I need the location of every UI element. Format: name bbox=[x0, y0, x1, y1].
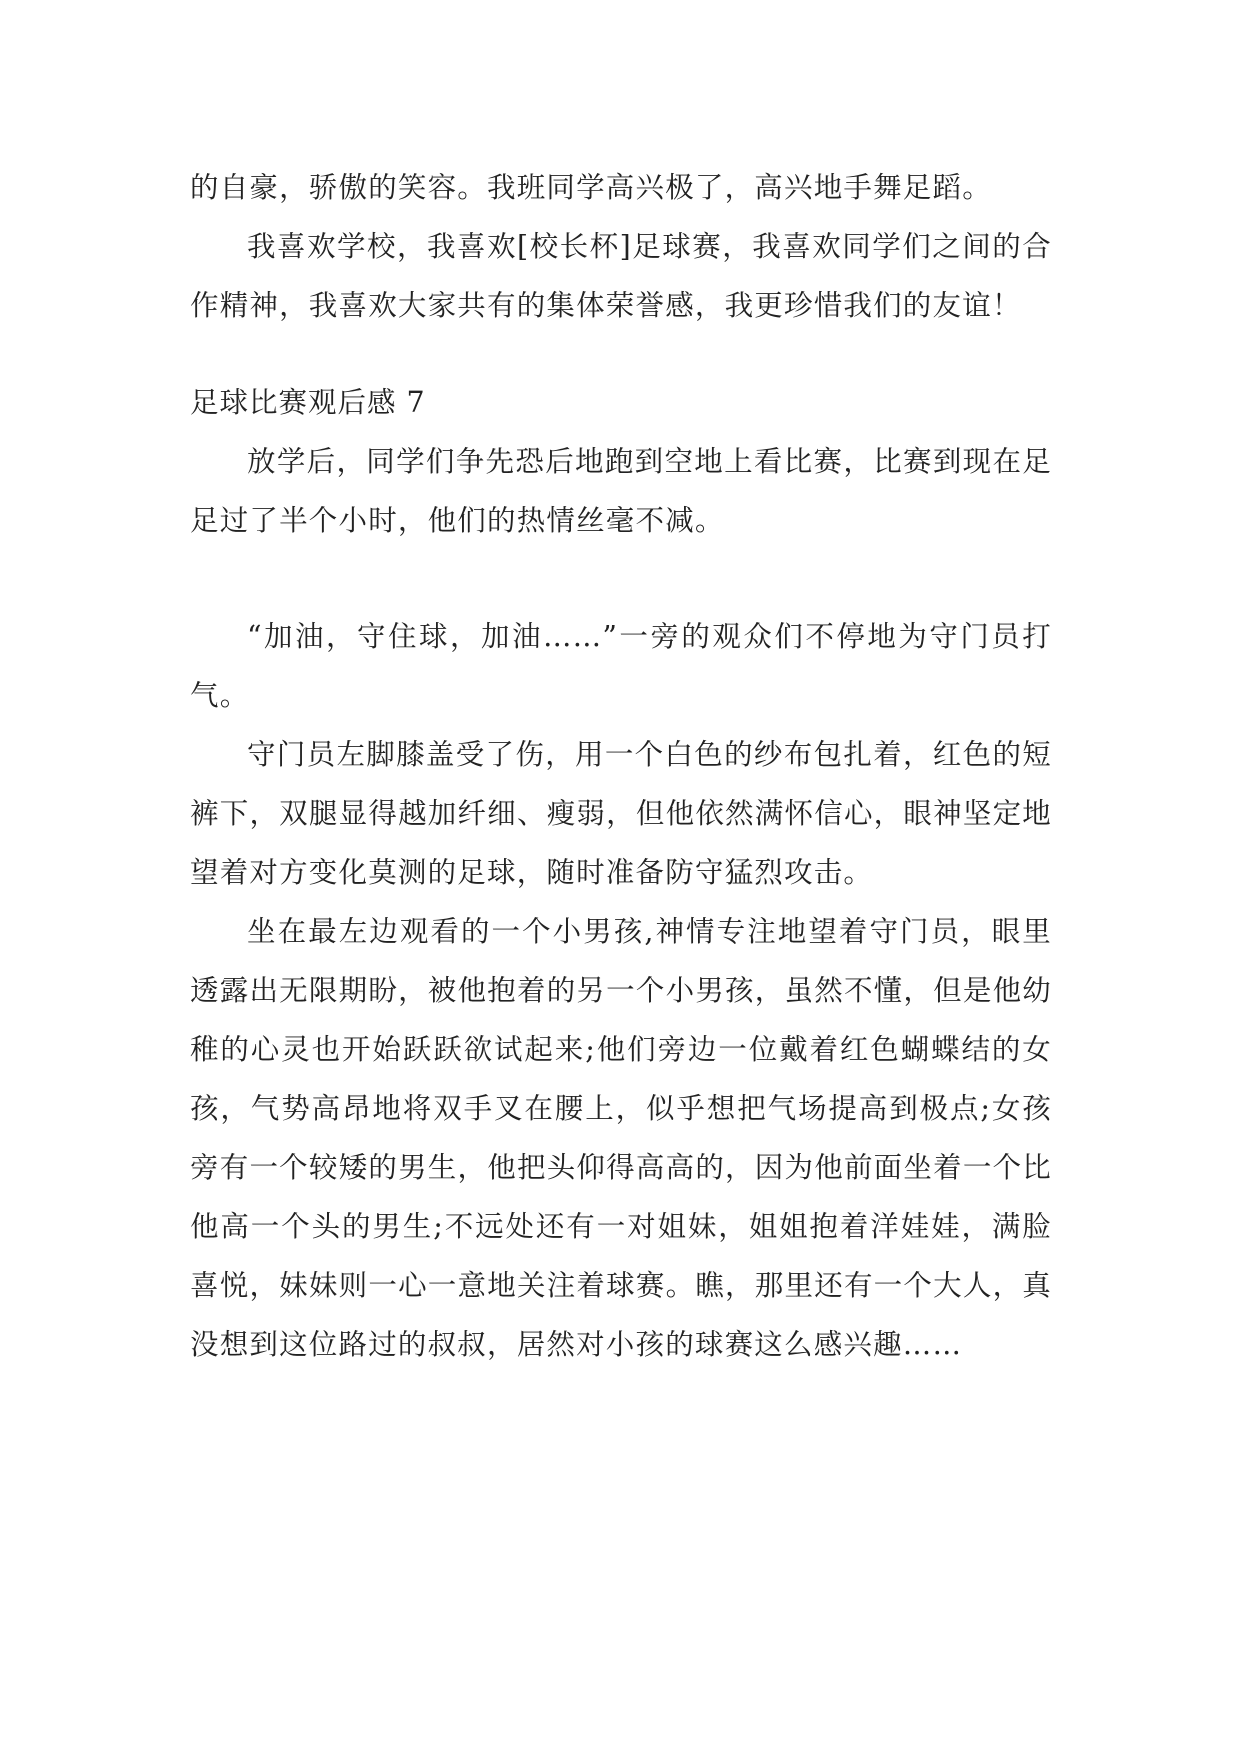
document-page bbox=[190, 158, 1052, 1374]
paragraph-spectators: 坐在最左边观看的一个小男孩,神情专注地望着守门员，眼里透露出无限期盼，被他抱着的另一个小男孩，虽然不懂，但是他幼稚的心灵也开始跃跃欲试起来;他们旁边一位戴着红色蝴蝶结的女孩，气势高昂地将双手叉在腰上，似乎想把气场提高到极点;女孩旁有一个较矮的男生，他把头仰得高高的，因为他前面坐着一个比他高一个头的男生;不远处还有一对姐妹，姐姐抱着洋娃娃，满脸喜悦，妹妹则一心一意地关注着球赛。瞧，那里还有一个大人，真没想到这位路过的叔叔，居然对小孩的球赛这么感兴趣…… bbox=[190, 915, 1052, 1361]
paragraph-continuation: 的自豪，骄傲的笑容。我班同学高兴极了，高兴地手舞足蹈。 bbox=[190, 171, 992, 204]
paragraph-goalkeeper: 守门员左脚膝盖受了伤，用一个白色的纱布包扎着，红色的短裤下，双腿显得越加纤细、瘦弱，但他依然满怀信心，眼神坚定地望着对方变化莫测的足球，随时准备防守猛烈攻击。 bbox=[190, 738, 1052, 889]
section-heading: 足球比赛观后感 7 bbox=[190, 386, 426, 419]
paragraph-love-school: 我喜欢学校，我喜欢[校长杯]足球赛，我喜欢同学们之间的合作精神，我喜欢大家共有的集体荣誉感，我更珍惜我们的友谊！ bbox=[190, 230, 1052, 322]
paragraph-after-school: 放学后，同学们争先恐后地跑到空地上看比赛，比赛到现在足足过了半个小时，他们的热情丝毫不减。 bbox=[190, 445, 1052, 537]
paragraph-cheering: “加油，守住球，加油……”一旁的观众们不停地为守门员打气。 bbox=[190, 620, 1052, 712]
